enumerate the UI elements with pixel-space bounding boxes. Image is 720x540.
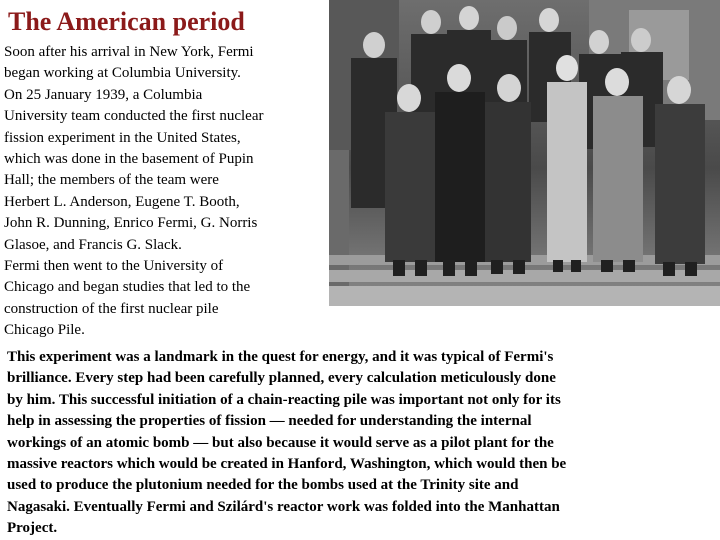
text-line: Chicago Pile. — [4, 322, 85, 339]
text-line: by him. This successful initiation of a chain-reacting pile was important not only for its — [7, 391, 561, 408]
text-line: Chicago and began studies that led to the — [4, 279, 251, 296]
text-line: began working at Columbia University. — [4, 65, 241, 82]
intro-paragraph — [4, 42, 324, 342]
text-line: which was done in the basement of Pupin — [4, 151, 254, 168]
main-paragraph — [7, 347, 647, 540]
text-line: Hall; the members of the team were — [4, 172, 219, 189]
text-line: Glasoe, and Francis G. Slack. — [4, 236, 182, 253]
text-line: John R. Dunning, Enrico Fermi, G. Norris — [4, 215, 258, 232]
text-line: brilliance. Every step had been carefully planned, every calculation meticulously done — [7, 370, 556, 387]
text-line: help in assessing the properties of fission — needed for understanding the internal — [7, 413, 532, 430]
text-line: used to produce the plutonium needed for the bombs used at the Trinity site and — [7, 477, 519, 494]
text-line: Herbert L. Anderson, Eugene T. Booth, — [4, 193, 240, 210]
slide-title: The American period — [8, 7, 245, 36]
text-line: Project. — [7, 520, 58, 537]
text-line: workings of an atomic bomb — but also because it would serve as a pilot plant for the — [7, 434, 554, 451]
text-line: massive reactors which would be created in Hanford, Washington, which would then be — [7, 456, 567, 473]
text-line: Soon after his arrival in New York, Fermi — [4, 44, 254, 60]
text-line: Fermi then went to the University of — [4, 258, 224, 275]
text-line: construction of the first nuclear pile — [4, 300, 219, 317]
text-line: This experiment was a landmark in the quest for energy, and it was typical of Fermi's — [7, 349, 554, 365]
text-line: University team conducted the first nuclear — [4, 108, 264, 125]
text-line: fission experiment in the United States, — [4, 129, 241, 146]
text-line: Nagasaki. Eventually Fermi and Szilárd's reactor work was folded into the Manhattan — [7, 498, 560, 515]
text-line: On 25 January 1939, a Columbia — [4, 86, 203, 103]
team-group-photo — [329, 0, 720, 306]
